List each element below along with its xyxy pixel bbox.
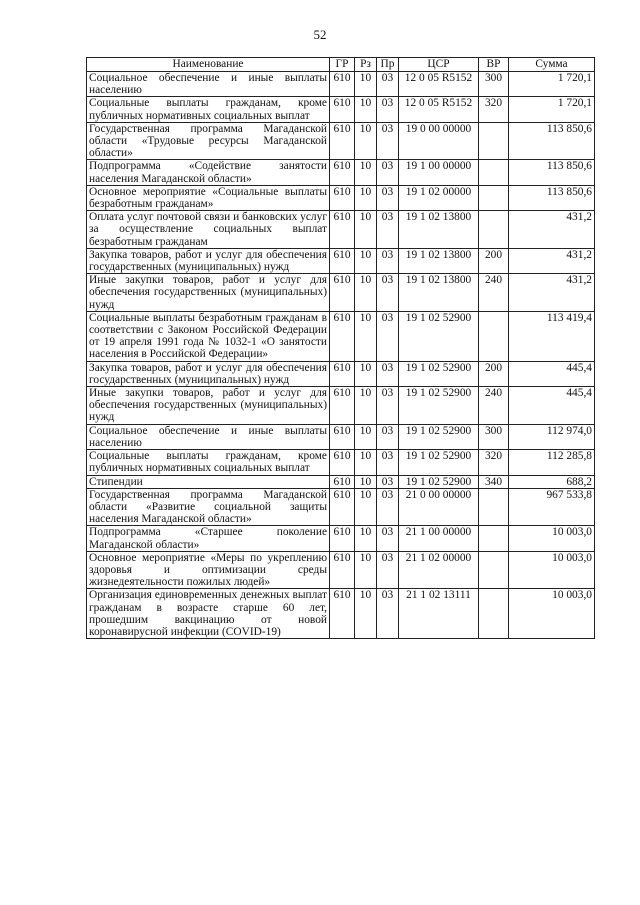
cell-gr: 610 <box>330 211 355 249</box>
cell-vr <box>479 551 509 589</box>
cell-gr: 610 <box>330 488 355 526</box>
cell-csr: 19 1 02 13800 <box>399 248 479 273</box>
cell-gr: 610 <box>330 274 355 312</box>
table-row <box>87 450 595 475</box>
cell-gr: 610 <box>330 589 355 639</box>
cell-vr <box>479 311 509 361</box>
cell-name: Закупка товаров, работ и услуг для обеспечения государственных (муниципальных) нужд <box>87 248 330 273</box>
cell-rz: 10 <box>355 475 377 488</box>
cell-name: Подпрограмма «Содействие занятости населения Магаданской области» <box>87 160 330 185</box>
cell-sum: 112 974,0 <box>509 424 595 449</box>
cell-name: Подпрограмма «Старшее поколение Магаданской области» <box>87 526 330 551</box>
cell-gr: 610 <box>330 122 355 160</box>
cell-csr: 19 1 02 52900 <box>399 450 479 475</box>
table-row <box>87 72 595 97</box>
cell-vr: 340 <box>479 475 509 488</box>
header-pr: Пр <box>377 58 399 72</box>
cell-vr <box>479 488 509 526</box>
cell-rz: 10 <box>355 424 377 449</box>
cell-vr: 200 <box>479 361 509 386</box>
cell-name: Основное мероприятие «Меры по укреплению здоровья и оптимизации среды жизнедеятельности пожилых людей» <box>87 551 330 589</box>
cell-sum: 113 850,6 <box>509 185 595 210</box>
cell-csr: 21 1 02 13111 <box>399 589 479 639</box>
table-row <box>87 475 595 488</box>
cell-gr: 610 <box>330 160 355 185</box>
cell-name: Государственная программа Магаданской области «Трудовые ресурсы Магаданской области» <box>87 122 330 160</box>
cell-sum: 431,2 <box>509 248 595 273</box>
cell-pr: 03 <box>377 185 399 210</box>
cell-sum: 113 850,6 <box>509 160 595 185</box>
cell-vr <box>479 211 509 249</box>
cell-rz: 10 <box>355 122 377 160</box>
cell-sum: 10 003,0 <box>509 526 595 551</box>
table-row <box>87 311 595 361</box>
cell-rz: 10 <box>355 589 377 639</box>
cell-csr: 19 0 00 00000 <box>399 122 479 160</box>
cell-gr: 610 <box>330 387 355 425</box>
cell-sum: 112 285,8 <box>509 450 595 475</box>
cell-vr <box>479 589 509 639</box>
cell-sum: 445,4 <box>509 361 595 386</box>
header-gr: ГР <box>330 58 355 72</box>
cell-gr: 610 <box>330 72 355 97</box>
cell-vr: 240 <box>479 387 509 425</box>
table-row <box>87 488 595 526</box>
cell-csr: 19 1 02 52900 <box>399 311 479 361</box>
cell-vr: 320 <box>479 450 509 475</box>
cell-sum: 1 720,1 <box>509 97 595 122</box>
cell-pr: 03 <box>377 589 399 639</box>
cell-pr: 03 <box>377 361 399 386</box>
budget-table <box>86 57 595 639</box>
cell-name: Закупка товаров, работ и услуг для обеспечения государственных (муниципальных) нужд <box>87 361 330 386</box>
cell-gr: 610 <box>330 311 355 361</box>
cell-pr: 03 <box>377 311 399 361</box>
cell-pr: 03 <box>377 475 399 488</box>
cell-gr: 610 <box>330 450 355 475</box>
cell-rz: 10 <box>355 72 377 97</box>
cell-rz: 10 <box>355 160 377 185</box>
cell-sum: 967 533,8 <box>509 488 595 526</box>
cell-sum: 113 419,4 <box>509 311 595 361</box>
table-row <box>87 97 595 122</box>
cell-rz: 10 <box>355 274 377 312</box>
cell-sum: 113 850,6 <box>509 122 595 160</box>
cell-csr: 19 1 02 13800 <box>399 211 479 249</box>
cell-sum: 431,2 <box>509 274 595 312</box>
cell-name: Иные закупки товаров, работ и услуг для обеспечения государственных (муниципальных) нужд <box>87 387 330 425</box>
cell-pr: 03 <box>377 488 399 526</box>
cell-rz: 10 <box>355 450 377 475</box>
header-sum: Сумма <box>509 58 595 72</box>
table-body <box>87 72 595 639</box>
header-name: Наименование <box>87 58 330 72</box>
cell-name: Оплата услуг почтовой связи и банковских услуг за осуществление социальных выплат безработным гражданам <box>87 211 330 249</box>
cell-gr: 610 <box>330 361 355 386</box>
cell-sum: 1 720,1 <box>509 72 595 97</box>
cell-csr: 12 0 05 R5152 <box>399 72 479 97</box>
cell-rz: 10 <box>355 488 377 526</box>
cell-vr: 240 <box>479 274 509 312</box>
cell-vr: 200 <box>479 248 509 273</box>
cell-pr: 03 <box>377 387 399 425</box>
table-row <box>87 387 595 425</box>
cell-pr: 03 <box>377 97 399 122</box>
cell-gr: 610 <box>330 526 355 551</box>
cell-vr <box>479 122 509 160</box>
cell-name: Социальные выплаты гражданам, кроме публичных нормативных социальных выплат <box>87 97 330 122</box>
cell-pr: 03 <box>377 248 399 273</box>
cell-vr <box>479 185 509 210</box>
cell-gr: 610 <box>330 475 355 488</box>
header-csr: ЦСР <box>399 58 479 72</box>
cell-rz: 10 <box>355 526 377 551</box>
table-row <box>87 361 595 386</box>
cell-sum: 445,4 <box>509 387 595 425</box>
cell-gr: 610 <box>330 424 355 449</box>
cell-name: Социальные выплаты безработным гражданам в соответствии с Законом Российской Федерации от 19 апреля 1991 года № 1032-1 «О занятости населения в Российской Федерации» <box>87 311 330 361</box>
cell-pr: 03 <box>377 424 399 449</box>
table-row <box>87 185 595 210</box>
cell-name: Социальное обеспечение и иные выплаты населению <box>87 424 330 449</box>
cell-csr: 19 1 02 52900 <box>399 424 479 449</box>
cell-csr: 19 1 02 00000 <box>399 185 479 210</box>
cell-csr: 19 1 00 00000 <box>399 160 479 185</box>
page-number: 52 <box>313 27 327 42</box>
cell-pr: 03 <box>377 211 399 249</box>
cell-csr: 21 1 02 00000 <box>399 551 479 589</box>
cell-rz: 10 <box>355 97 377 122</box>
cell-name: Организация единовременных денежных выплат гражданам в возрасте старше 60 лет, прошедшим вакцинацию от новой коронавирусной инфекции (COVID-19) <box>87 589 330 639</box>
cell-csr: 19 1 02 52900 <box>399 387 479 425</box>
cell-rz: 10 <box>355 551 377 589</box>
cell-name: Стипендии <box>87 475 330 488</box>
cell-rz: 10 <box>355 185 377 210</box>
table-row <box>87 526 595 551</box>
cell-rz: 10 <box>355 361 377 386</box>
cell-csr: 19 1 02 52900 <box>399 475 479 488</box>
header-rz: Рз <box>355 58 377 72</box>
cell-pr: 03 <box>377 122 399 160</box>
cell-csr: 21 1 00 00000 <box>399 526 479 551</box>
cell-vr: 300 <box>479 424 509 449</box>
cell-pr: 03 <box>377 450 399 475</box>
cell-sum: 10 003,0 <box>509 551 595 589</box>
cell-csr: 19 1 02 52900 <box>399 361 479 386</box>
cell-csr: 19 1 02 13800 <box>399 274 479 312</box>
cell-pr: 03 <box>377 160 399 185</box>
cell-vr: 300 <box>479 72 509 97</box>
cell-name: Иные закупки товаров, работ и услуг для обеспечения государственных (муниципальных) нужд <box>87 274 330 312</box>
table-row <box>87 551 595 589</box>
table-row <box>87 248 595 273</box>
cell-name: Государственная программа Магаданской области «Развитие социальной защиты населения Магаданской области» <box>87 488 330 526</box>
cell-pr: 03 <box>377 274 399 312</box>
table-header-row <box>87 58 595 72</box>
table-row <box>87 160 595 185</box>
table-row <box>87 122 595 160</box>
cell-gr: 610 <box>330 97 355 122</box>
cell-pr: 03 <box>377 72 399 97</box>
cell-pr: 03 <box>377 526 399 551</box>
table-row <box>87 589 595 639</box>
cell-rz: 10 <box>355 248 377 273</box>
table-row <box>87 211 595 249</box>
cell-csr: 12 0 05 R5152 <box>399 97 479 122</box>
header-vr: ВР <box>479 58 509 72</box>
cell-name: Социальные выплаты гражданам, кроме публичных нормативных социальных выплат <box>87 450 330 475</box>
cell-csr: 21 0 00 00000 <box>399 488 479 526</box>
cell-rz: 10 <box>355 387 377 425</box>
cell-gr: 610 <box>330 248 355 273</box>
table-row <box>87 424 595 449</box>
cell-rz: 10 <box>355 211 377 249</box>
cell-vr <box>479 526 509 551</box>
cell-pr: 03 <box>377 551 399 589</box>
cell-gr: 610 <box>330 185 355 210</box>
table-row <box>87 274 595 312</box>
cell-name: Социальное обеспечение и иные выплаты населению <box>87 72 330 97</box>
cell-vr <box>479 160 509 185</box>
cell-vr: 320 <box>479 97 509 122</box>
cell-rz: 10 <box>355 311 377 361</box>
cell-gr: 610 <box>330 551 355 589</box>
cell-name: Основное мероприятие «Социальные выплаты безработным гражданам» <box>87 185 330 210</box>
cell-sum: 688,2 <box>509 475 595 488</box>
cell-sum: 431,2 <box>509 211 595 249</box>
cell-sum: 10 003,0 <box>509 589 595 639</box>
